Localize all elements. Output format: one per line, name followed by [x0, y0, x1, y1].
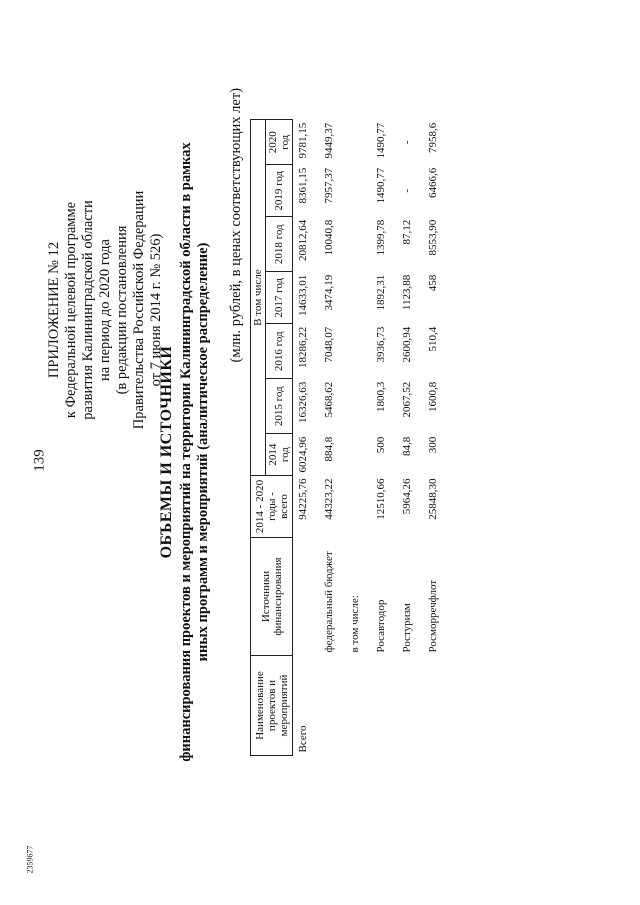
header-year: 2015 год [266, 379, 293, 434]
table-row [345, 120, 371, 756]
row-year-value: 16326,63 [297, 381, 309, 423]
row-year-value: 5468,62 [323, 381, 335, 418]
row-year-value: 3474,19 [323, 274, 335, 311]
row-year-value: 84,8 [401, 436, 413, 456]
row-year-value: 2600,94 [401, 326, 413, 363]
row-name [319, 656, 345, 756]
row-year-value: 6466,6 [427, 167, 439, 198]
financing-table [250, 119, 449, 756]
document-title: ОБЪЕМЫ И ИСТОЧНИКИ [158, 345, 175, 559]
row-year-value: 510,4 [427, 326, 439, 352]
appendix-line: развития Калининградской области [80, 200, 96, 420]
row-year-value: 3936,73 [375, 326, 387, 363]
document-subtitle [178, 32, 212, 872]
row-source: федеральный бюджет [323, 551, 335, 653]
row-year-value: 2067,52 [401, 381, 413, 418]
appendix-line: к Федеральной целевой программе [63, 201, 79, 419]
header-name: Наименование проектов и мероприятий [251, 656, 293, 756]
row-total: 12510,66 [375, 478, 387, 520]
row-year-value: 7958,6 [427, 122, 439, 153]
rotated-page-content [40, 32, 600, 872]
row-total: 44323,22 [323, 478, 335, 520]
row-year-value: 300 [427, 436, 439, 454]
row-source [293, 538, 320, 656]
header-year: 2014 год [266, 434, 293, 476]
row-year-value [345, 120, 371, 165]
appendix-line: (в редакции постановления [114, 225, 130, 395]
header-year: 2020 год [266, 120, 293, 165]
row-year-value: 6024,96 [297, 436, 309, 473]
row-year-value [345, 217, 371, 272]
row-year-value [345, 434, 371, 476]
header-source: Источники финансирования [251, 538, 293, 656]
row-name [397, 656, 423, 756]
table-row [423, 120, 449, 756]
row-name [345, 656, 371, 756]
row-year-value: - [401, 188, 413, 193]
row-year-value: 1123,88 [401, 274, 413, 311]
row-source: Росморречфлот [427, 579, 439, 653]
row-year-value: 20812,64 [297, 219, 309, 261]
header-year: 2016 год [266, 324, 293, 379]
row-year-value: 87,12 [401, 219, 413, 245]
row-year-value [345, 324, 371, 379]
row-year-value: 1490,77 [375, 167, 387, 204]
table-row [371, 120, 397, 756]
header-year: 2018 год [266, 217, 293, 272]
row-total: 5964,26 [401, 478, 413, 515]
row-year-value: 1800,3 [375, 381, 387, 412]
table-header-row [251, 120, 266, 756]
row-year-value: 8553,90 [427, 219, 439, 256]
row-year-value: 9781,15 [297, 122, 309, 159]
appendix-line: от 7 июня 2014 г. № 526) [148, 233, 164, 387]
row-year-value: 18286,22 [297, 326, 309, 368]
subtitle-line-1: финансирования проектов и мероприятий на территории Калининградской области в рамках [178, 142, 194, 762]
row-year-value: 884,8 [323, 436, 335, 462]
row-source: Росавтодор [375, 599, 387, 653]
appendix-line: Правительства Российской Федерации [131, 190, 147, 430]
row-year-value: 500 [375, 436, 387, 454]
row-year-value: 1892,31 [375, 274, 387, 311]
header-year: 2019 год [266, 165, 293, 217]
row-name [371, 656, 397, 756]
row-year-value: - [401, 140, 413, 145]
row-year-value: 14633,01 [297, 274, 309, 316]
row-name [423, 656, 449, 756]
table-row [397, 120, 423, 756]
units-note: (млн. рублей, в ценах соответствующих лет) [228, 88, 244, 363]
row-total [345, 476, 371, 538]
row-year-value: 1399,78 [375, 219, 387, 256]
row-total: 94225,76 [297, 478, 309, 520]
row-source: в том числе: [349, 595, 361, 653]
header-including: В том числе [251, 120, 266, 476]
row-year-value [345, 272, 371, 324]
document-id: 2359677 [25, 845, 35, 874]
row-name: Всего [297, 725, 309, 753]
table-row [293, 120, 320, 756]
row-year-value: 9449,37 [323, 122, 335, 159]
page-number: 139 [31, 449, 48, 472]
row-year-value [345, 165, 371, 217]
appendix-header [46, 130, 165, 490]
row-year-value: 7957,37 [323, 167, 335, 204]
row-year-value: 8361,15 [297, 167, 309, 204]
subtitle-line-2: иных программ и мероприятий (аналитическое распределение) [195, 242, 211, 662]
appendix-line: ПРИЛОЖЕНИЕ № 12 [46, 241, 62, 379]
row-year-value [345, 379, 371, 434]
row-total: 25848,30 [427, 478, 439, 520]
table-body [293, 120, 450, 756]
table-row [319, 120, 345, 756]
appendix-line: на период до 2020 года [97, 239, 113, 381]
row-year-value: 458 [427, 274, 439, 292]
row-source: Ростуризм [401, 603, 413, 653]
row-year-value: 1600,8 [427, 381, 439, 412]
row-year-value: 1490,77 [375, 122, 387, 159]
header-total: 2014 - 2020 годы - всего [251, 476, 293, 538]
row-year-value: 7048,07 [323, 326, 335, 363]
row-year-value: 10040,8 [323, 219, 335, 256]
header-year: 2017 год [266, 272, 293, 324]
